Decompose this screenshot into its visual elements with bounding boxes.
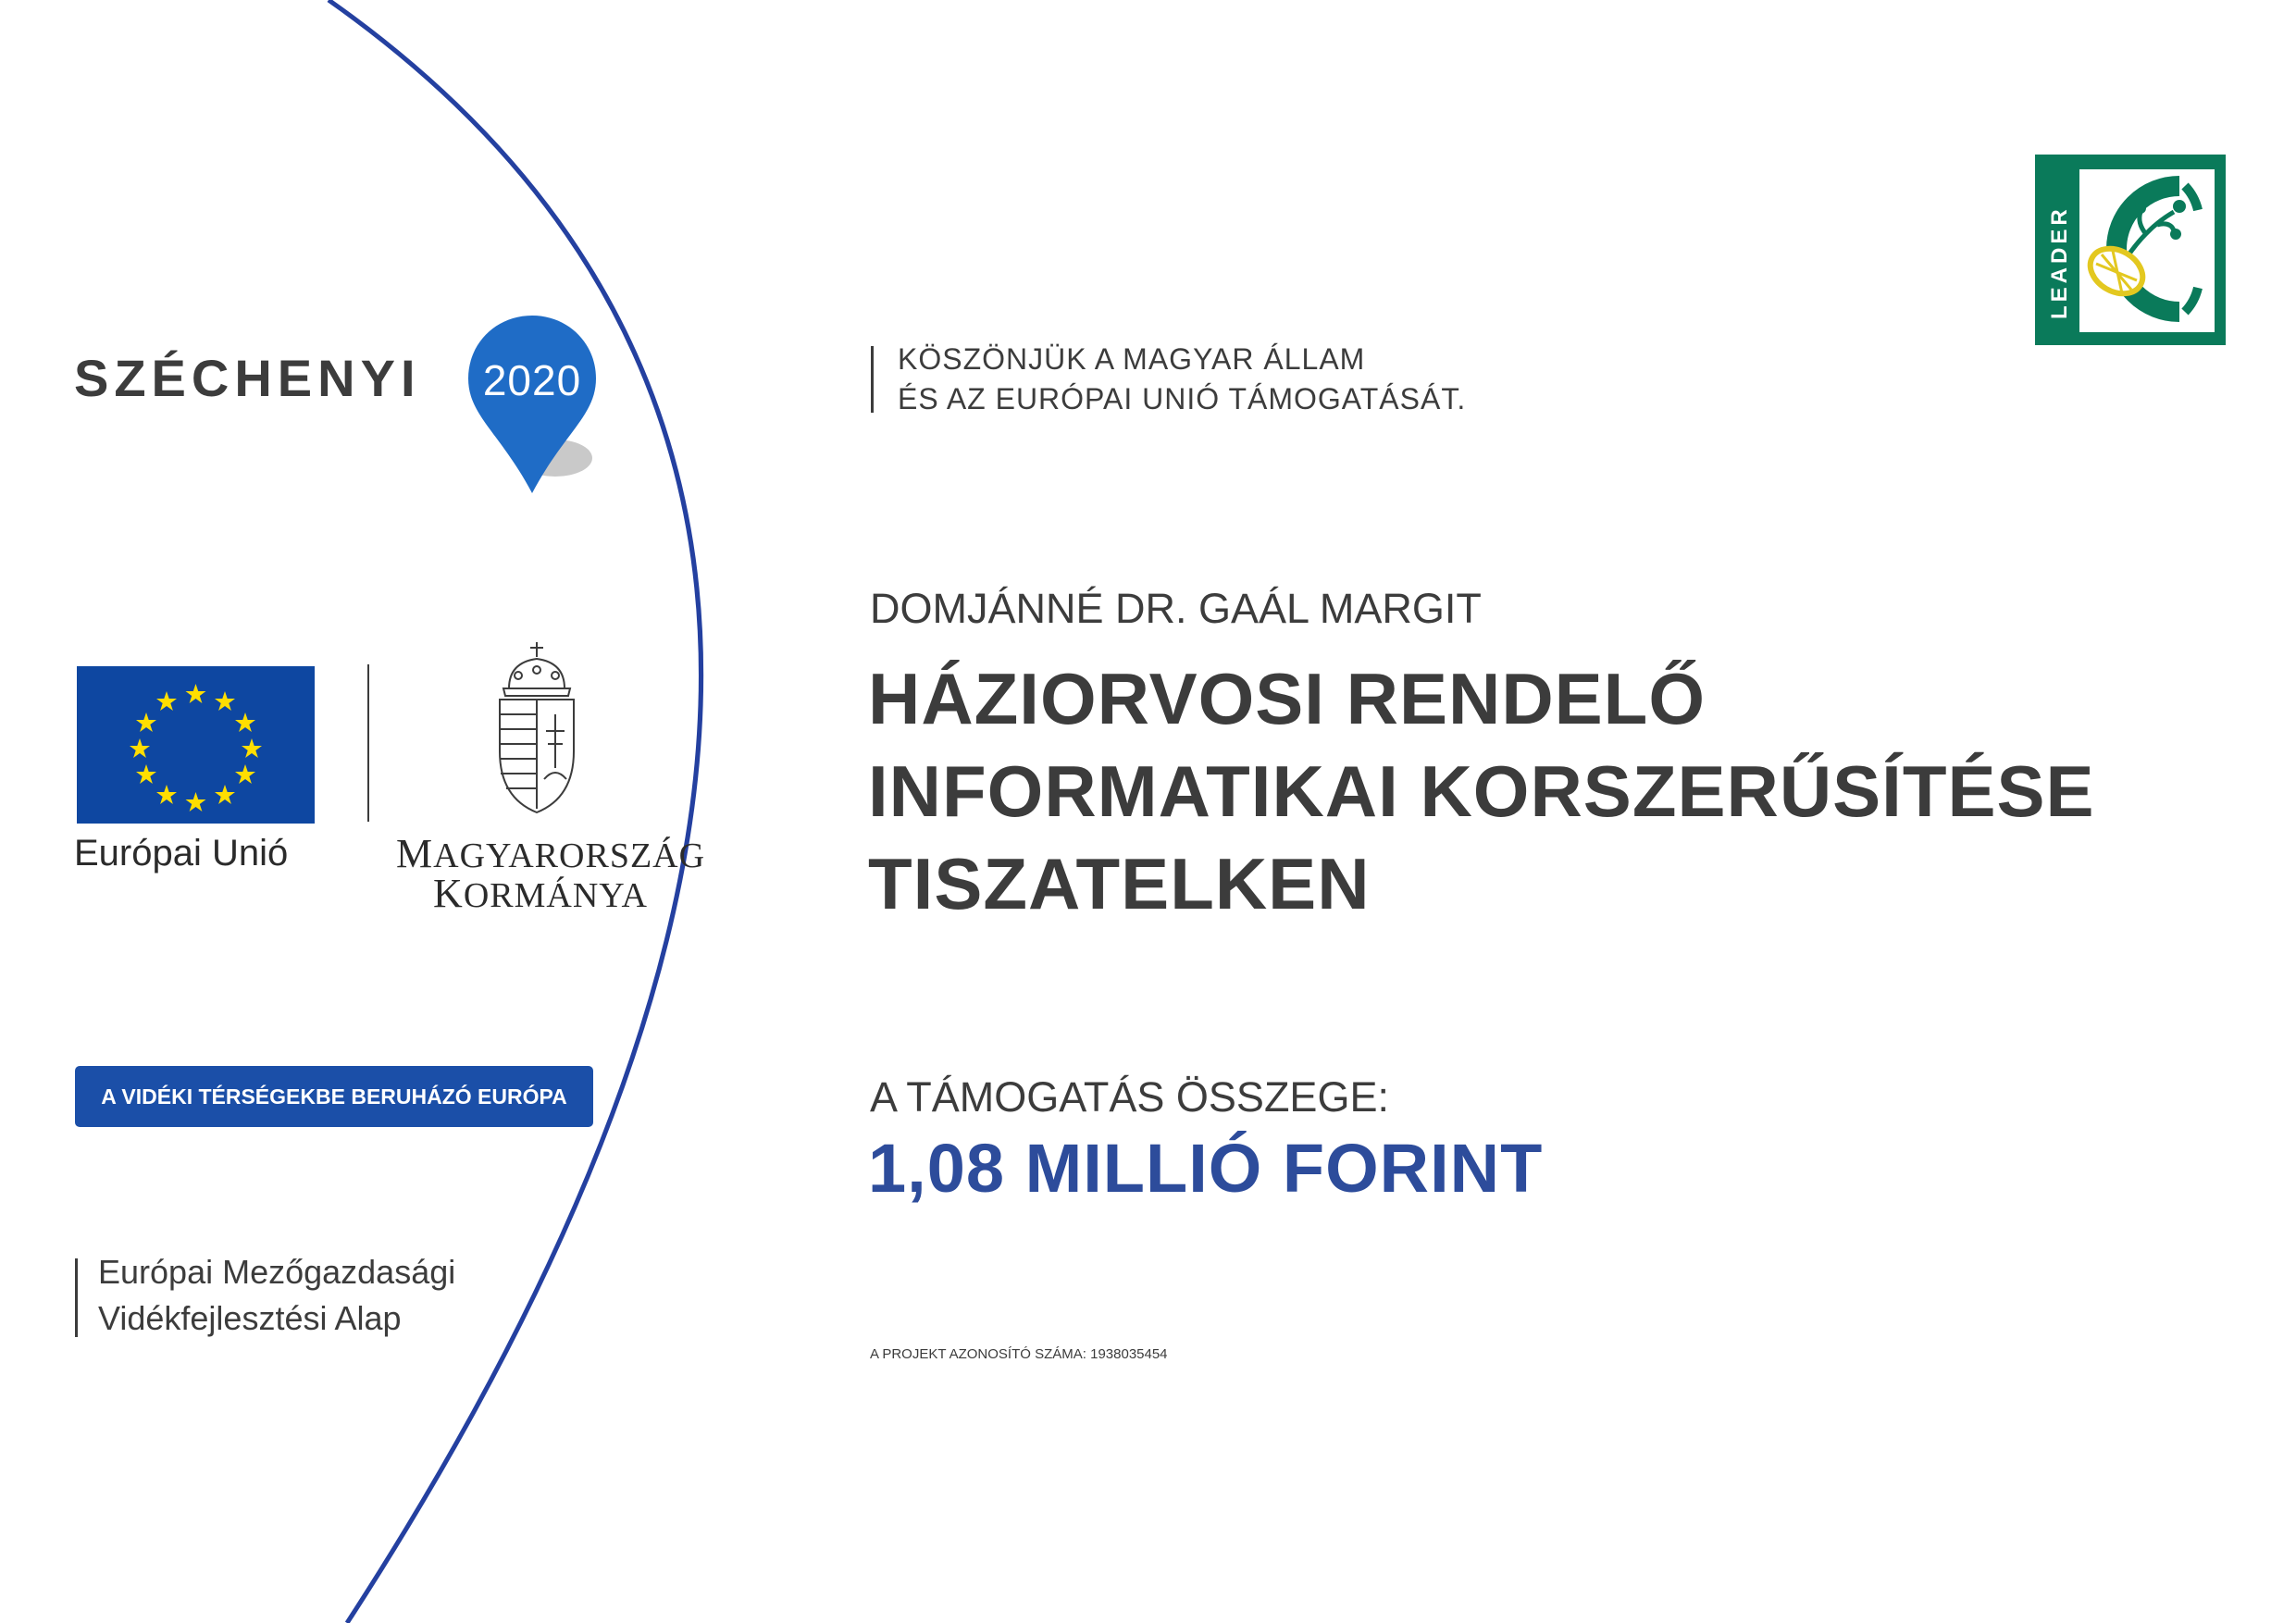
eu-label: Európai Unió xyxy=(74,833,289,873)
thanks-line1: KÖSZÖNJÜK A MAGYAR ÁLLAM xyxy=(898,342,1366,376)
szechenyi-year: 2020 xyxy=(482,356,582,404)
fund-divider xyxy=(75,1258,78,1337)
support-amount-label: A TÁMOGATÁS ÖSSZEGE: xyxy=(870,1073,1389,1121)
support-amount-value: 1,08 MILLIÓ FORINT xyxy=(868,1130,1544,1207)
project-id: A PROJEKT AZONOSÍTÓ SZÁMA: 1938035454 xyxy=(870,1346,1168,1362)
project-title-line1: HÁZIORVOSI RENDELŐ xyxy=(868,658,1706,739)
eu-flag-icon xyxy=(77,666,315,824)
beneficiary-name: DOMJÁNNÉ DR. GAÁL MARGIT xyxy=(870,585,1482,632)
leader-label: LEADER xyxy=(2047,205,2072,319)
coat-of-arms-icon xyxy=(490,640,583,816)
fund-name-line2: Vidékfejlesztési Alap xyxy=(98,1299,402,1337)
leader-logo-icon xyxy=(2035,155,2226,345)
logo-divider xyxy=(367,664,369,822)
thanks-divider xyxy=(871,346,874,413)
government-name-line2: KORMÁNYA xyxy=(433,871,648,916)
rural-europe-banner: A VIDÉKI TÉRSÉGEKBE BERUHÁZÓ EURÓPA xyxy=(75,1066,593,1127)
thanks-line2: ÉS AZ EURÓPAI UNIÓ TÁMOGATÁSÁT. xyxy=(898,382,1467,415)
project-title-line3: TISZATELKEN xyxy=(868,843,1371,924)
szechenyi-wordmark: SZÉCHENYI xyxy=(74,349,421,407)
fund-name-line1: Európai Mezőgazdasági xyxy=(98,1253,456,1291)
government-name-line1: MAGYARORSZÁG xyxy=(396,831,706,876)
project-title-line2: INFORMATIKAI KORSZERŰSÍTÉSE xyxy=(868,750,2095,832)
